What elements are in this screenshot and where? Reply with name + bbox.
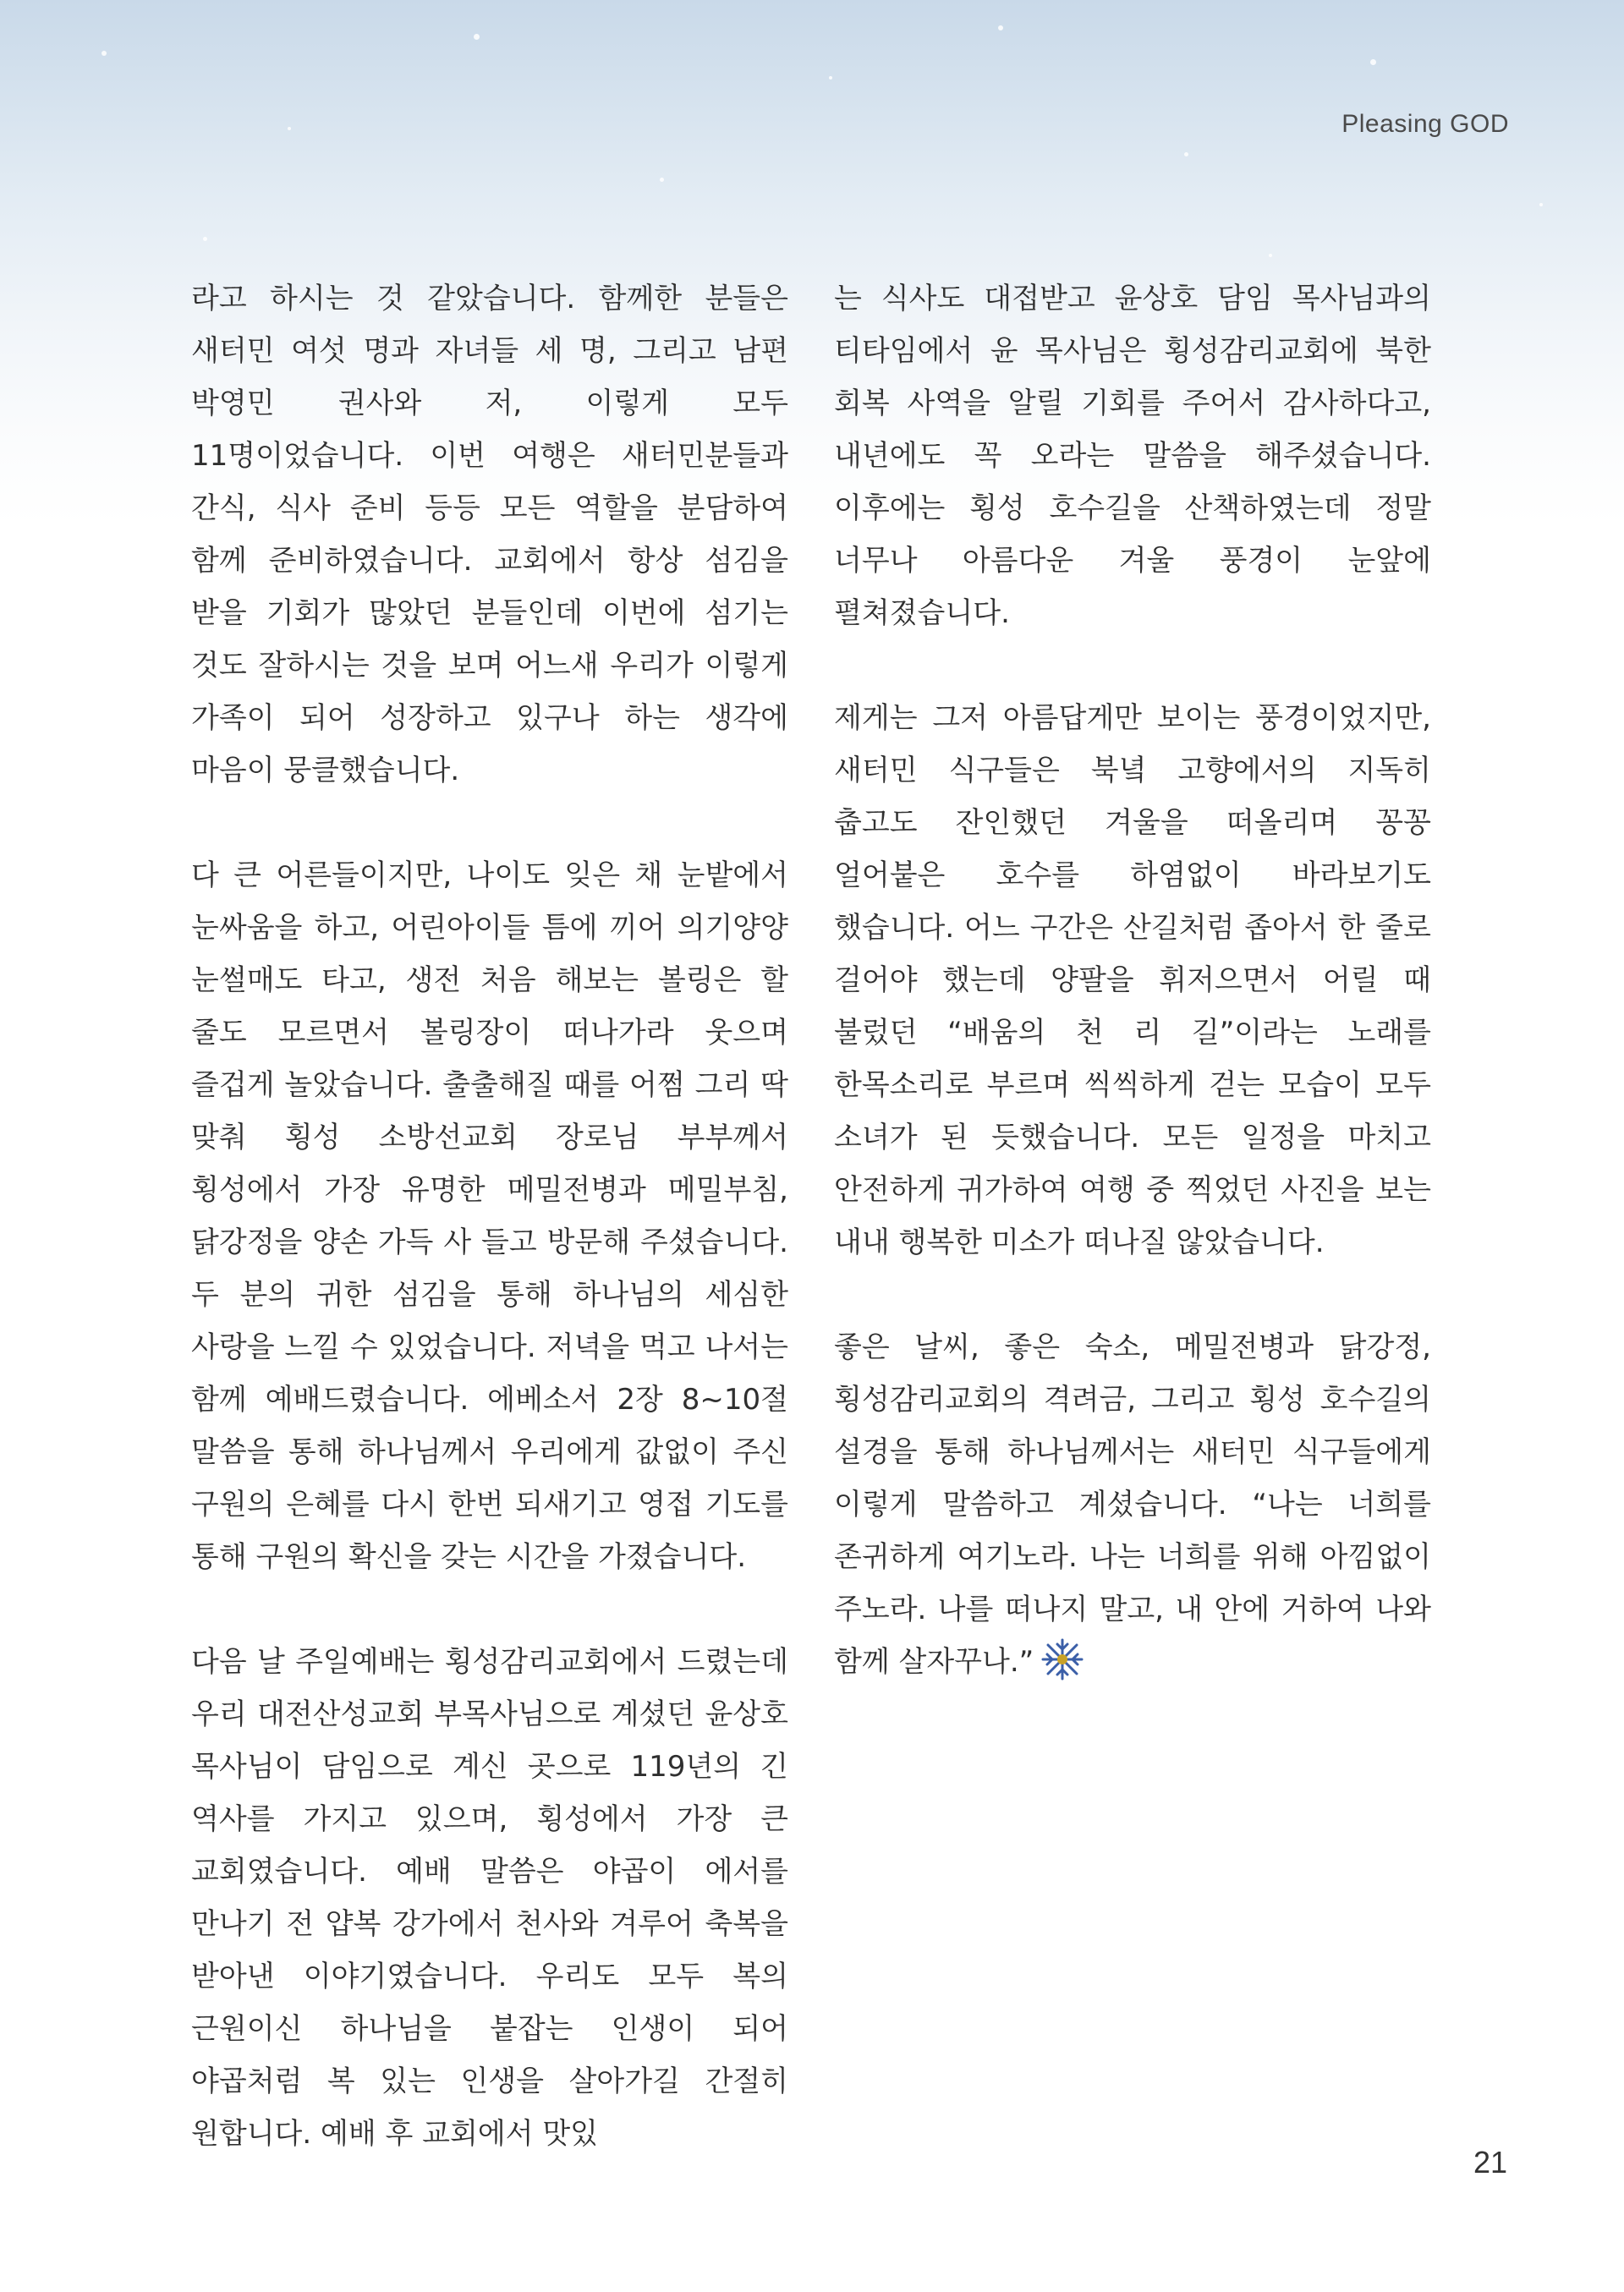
snowflake-dot bbox=[203, 237, 207, 241]
paragraph: 는 식사도 대접받고 윤상호 담임 목사님과의 티타임에서 윤 목사님은 횡성감리교회에 북한 회복 사역을 알릴 기회를 주어서 감사하다고, 내년에도 꼭 오라는 말씀을 해주셨습니다. 이후에는 횡성 호수길을 산책하였는데 정말 너무나 아름다운 겨울 풍경이 눈앞에 펼쳐졌습니다. bbox=[834, 282, 1431, 630]
running-title: Pleasing GOD bbox=[1341, 110, 1509, 138]
snowflake-dot bbox=[1269, 254, 1272, 257]
snowflake-dot bbox=[1539, 203, 1543, 206]
paragraph: 다 큰 어른들이지만, 나이도 잊은 채 눈밭에서 눈싸움을 하고, 어린아이들 틈에 끼어 의기양양 눈썰매도 타고, 생전 처음 해보는 볼링은 할 줄도 모르면서 볼링장이 떠나가라 웃으며 즐겁게 놀았습니다. 출출해질 때를 어쩜 그리 딱 맞춰 횡성 소방선교회 장로님 부부께서 횡성에서 가장 유명한 메밀전병과 메밀부침, 닭강정을 양손 가득 사 들고 방문해 주셨습니다. 두 분의 귀한 섬김을 통해 하나님의 세심한 사랑을 느낄 수 있었습니다. 저녁을 먹고 나서는 함께 예배드렸습니다. 에베소서 2장 8~10절 말씀을 통해 하나님께서 우리에게 값없이 주신 구원의 은혜를 다시 한번 되새기고 영접 기도를 통해 구원의 확신을 갖는 시간을 가졌습니다. bbox=[191, 858, 788, 1574]
snowflake-dot bbox=[829, 76, 832, 80]
paragraph bbox=[834, 1321, 1431, 1688]
paragraph: 다음 날 주일예배는 횡성감리교회에서 드렸는데 우리 대전산성교회 부목사님으로 계셨던 윤상호 목사님이 담임으로 계신 곳으로 119년의 긴 역사를 가지고 있으며, 횡성에서 가장 큰 교회였습니다. 예배 말씀은 야곱이 에서를 만나기 전 얍복 강가에서 천사와 겨루어 축복을 받아낸 이야기였습니다. 우리도 모두 복의 근원이신 하나님을 붙잡는 인생이 되어 야곱처럼 복 있는 인생을 살아가길 간절히 원합니다. 예배 후 교회에서 맛있 bbox=[191, 1645, 788, 2151]
article-right-column bbox=[834, 272, 1431, 1688]
page-number: 21 bbox=[1473, 2145, 1507, 2180]
snowflake-dot bbox=[474, 34, 480, 40]
paragraph: 제게는 그저 아름답게만 보이는 풍경이었지만, 새터민 식구들은 북녘 고향에서의 지독히 춥고도 잔인했던 겨울을 떠올리며 꽁꽁 얼어붙은 호수를 하염없이 바라보기도 했습니다. 어느 구간은 산길처럼 좁아서 한 줄로 걸어야 했는데 양팔을 휘저으면서 어릴 때 불렀던 “배움의 천 리 길”이라는 노래를 한목소리로 부르며 씩씩하게 걷는 모습이 모두 소녀가 된 듯했습니다. 모든 일정을 마치고 안전하게 귀가하여 여행 중 찍었던 사진을 보는 내내 행복한 미소가 떠나질 않았습니다. bbox=[834, 701, 1431, 1259]
closing-paragraph-text: 좋은 날씨, 좋은 숙소, 메밀전병과 닭강정, 횡성감리교회의 격려금, 그리고 횡성 호수길의 설경을 통해 하나님께서는 새터민 식구들에게 이렇게 말씀하고 계셨습니다. “나는 너희를 존귀하게 여기노라. 나는 너희를 위해 아낌없이 주노라. 나를 떠나지 말고, 내 안에 거하여 나와 함께 살자꾸나.” bbox=[834, 1330, 1431, 1679]
snowflake-dot bbox=[660, 178, 664, 182]
article-left-column bbox=[191, 272, 788, 2160]
snowflake-icon bbox=[1040, 1637, 1084, 1681]
snowflake-dot bbox=[998, 25, 1003, 30]
snowflake-dot bbox=[1184, 152, 1188, 156]
snowflake-dot bbox=[288, 127, 291, 130]
snowflake-dot bbox=[1370, 59, 1376, 65]
paragraph: 라고 하시는 것 같았습니다. 함께한 분들은 새터민 여섯 명과 자녀들 세 명, 그리고 남편 박영민 권사와 저, 이렇게 모두 11명이었습니다. 이번 여행은 새터민분들과 간식, 식사 준비 등등 모든 역할을 분담하여 함께 준비하였습니다. 교회에서 항상 섬김을 받을 기회가 많았던 분들인데 이번에 섬기는 것도 잘하시는 것을 보며 어느새 우리가 이렇게 가족이 되어 성장하고 있구나 하는 생각에 마음이 뭉클했습니다. bbox=[191, 282, 788, 787]
snowflake-dot bbox=[102, 51, 107, 56]
